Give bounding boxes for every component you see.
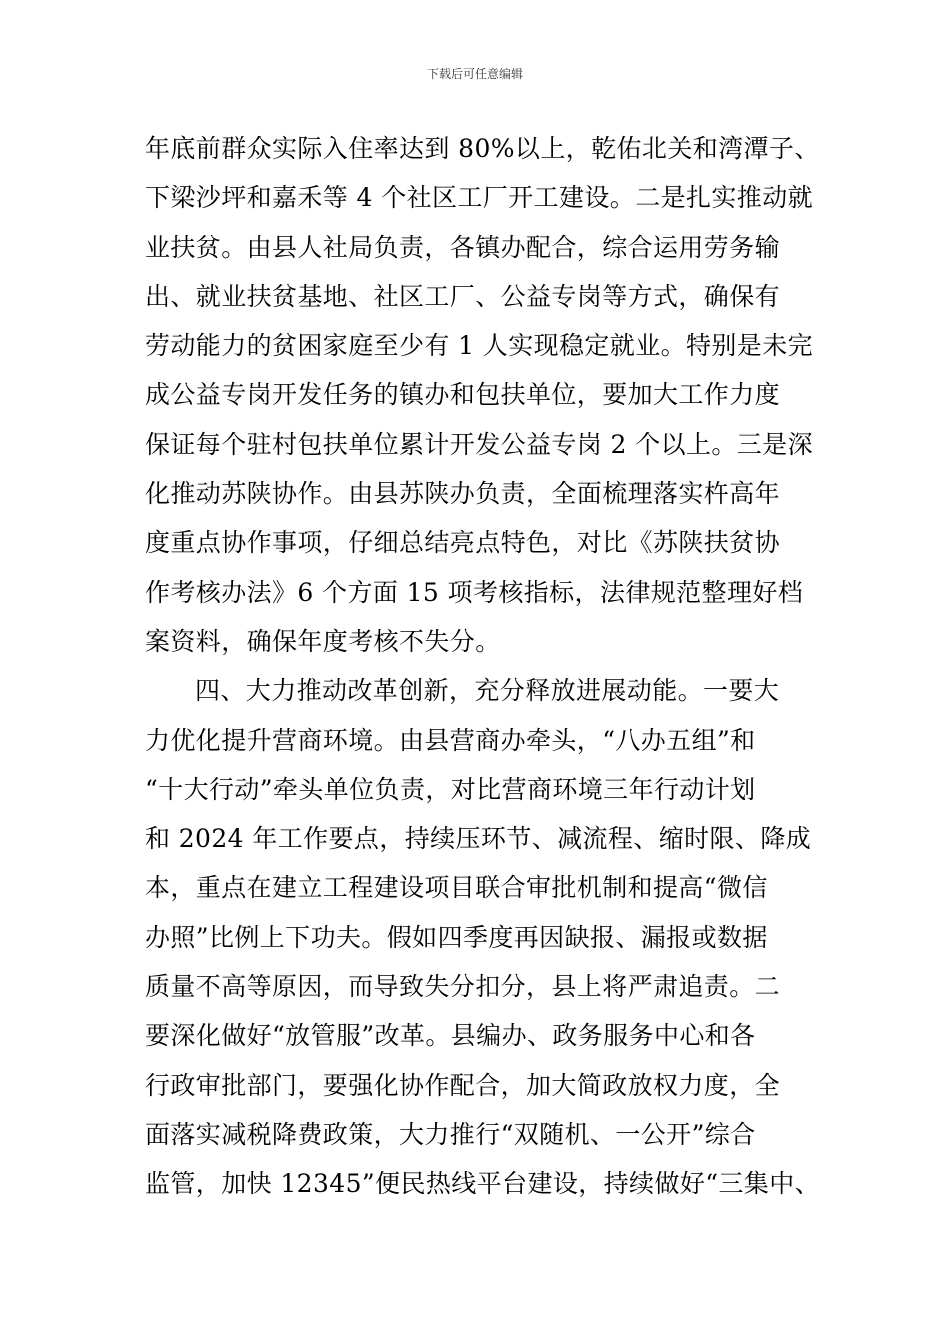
paragraph-start-line: 四、大力推动改革创新，充分释放进展动能。一要大 [195, 676, 780, 706]
text-line: 成公益专岗开发任务的镇办和包扶单位，要加大工作力度 [145, 380, 781, 410]
text-line: 行政审批部门，要强化协作配合，加大简政放权力度，全 [145, 1070, 781, 1100]
text-line: 下梁沙坪和嘉禾等 4 个社区工厂开工建设。二是扎实推动就 [145, 183, 814, 213]
text-line: 作考核办法》6 个方面 15 项考核指标，法律规范整理好档 [145, 577, 804, 607]
text-line: 化推动苏陕协作。由县苏陕办负责，全面梳理落实杵高年 [145, 479, 781, 509]
text-line: “十大行动”牵头单位负责，对比营商环境三年行动计划 [145, 774, 756, 804]
text-line: 业扶贫。由县人社局负责，各镇办配合，综合运用劳务输 [145, 232, 781, 262]
page-header: 下载后可任意编辑 [426, 67, 523, 81]
text-line: 案资料，确保年度考核不失分。 [145, 626, 501, 656]
text-line: 出、就业扶贫基地、社区工厂、公益专岗等方式，确保有 [145, 281, 781, 311]
text-line: 度重点协作事项，仔细总结亮点特色，对比《苏陕扶贫协 [145, 528, 781, 558]
text-line: 力优化提升营商环境。由县营商办牵头，“八办五组”和 [145, 725, 756, 755]
text-line: 办照”比例上下功夫。假如四季度再因缺报、漏报或数据 [145, 922, 768, 952]
text-line: 本，重点在建立工程建设项目联合审批机制和提高“微信 [145, 873, 768, 903]
text-line: 保证每个驻村包扶单位累计开发公益专岗 2 个以上。三是深 [145, 429, 814, 459]
text-line: 劳动能力的贫困家庭至少有 1 人实现稳定就业。特别是未完 [145, 331, 814, 361]
text-line: 和 2024 年工作要点，持续压环节、减流程、缩时限、降成 [145, 824, 812, 854]
text-line: 年底前群众实际入住率达到 80%以上，乾佑北关和湾潭子、 [145, 134, 820, 163]
text-line: 面落实减税降费政策，大力推行“双随机、一公开”综合 [145, 1119, 756, 1149]
text-line: 监管，加快 12345”便民热线平台建设，持续做好“三集中、 [145, 1169, 821, 1199]
document-body [145, 124, 821, 1209]
text-line: 要深化做好“放管服”改革。县编办、政务服务中心和各 [145, 1021, 756, 1051]
text-line: 质量不高等原因，而导致失分扣分，县上将严肃追责。二 [145, 972, 781, 1002]
